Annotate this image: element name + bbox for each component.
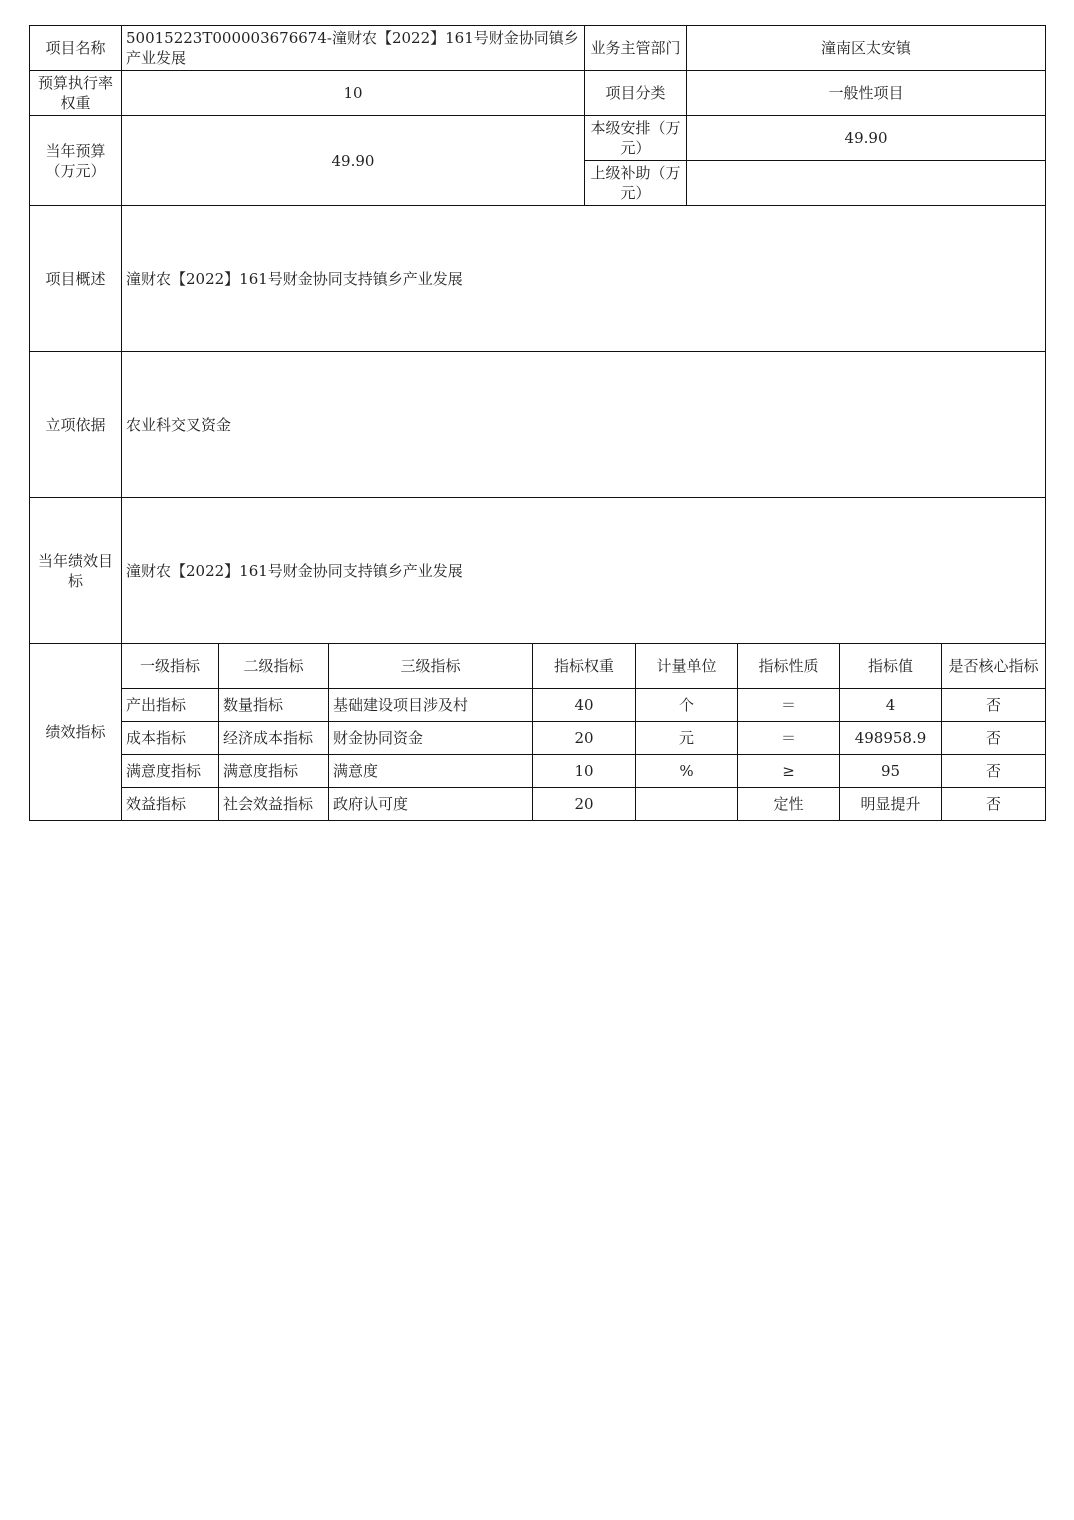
goal-value: 潼财农【2022】161号财金协同支持镇乡产业发展 [122,498,1046,644]
cell-level3: 基础建设项目涉及村 [329,689,533,722]
cell-level1: 满意度指标 [122,755,219,788]
cell-level1: 效益指标 [122,788,219,821]
table-row [30,722,1046,755]
cell-unit: 元 [636,722,738,755]
cell-level2: 经济成本指标 [219,722,329,755]
upper-subsidy-value [687,161,1046,206]
cell-value: 95 [840,755,942,788]
cell-level1: 产出指标 [122,689,219,722]
header-level3: 三级指标 [329,644,533,689]
cell-weight: 10 [533,755,636,788]
cell-unit [636,788,738,821]
cell-weight: 40 [533,689,636,722]
cell-value: 498958.9 [840,722,942,755]
header-unit: 计量单位 [636,644,738,689]
indicators-label: 绩效指标 [30,644,122,821]
goal-label: 当年绩效目标 [30,498,122,644]
annual-budget-value: 49.90 [122,116,585,206]
header-level1: 一级指标 [122,644,219,689]
overview-row [30,206,1046,352]
cell-level2: 社会效益指标 [219,788,329,821]
cell-level3: 财金协同资金 [329,722,533,755]
annual-budget-label: 当年预算（万元） [30,116,122,206]
indicator-header-row [30,644,1046,689]
budget-rate-value: 10 [122,71,585,116]
table-row [30,755,1046,788]
cell-nature: ≥ [738,755,840,788]
local-funding-value: 49.90 [687,116,1046,161]
cell-weight: 20 [533,788,636,821]
performance-target-table [29,25,1046,821]
cell-unit: % [636,755,738,788]
cell-level3: 政府认可度 [329,788,533,821]
cell-nature: ＝ [738,689,840,722]
project-name-row [30,26,1046,71]
category-value: 一般性项目 [687,71,1046,116]
header-nature: 指标性质 [738,644,840,689]
overview-label: 项目概述 [30,206,122,352]
header-value: 指标值 [840,644,942,689]
header-weight: 指标权重 [533,644,636,689]
cell-core: 否 [942,722,1046,755]
budget-row-local [30,116,1046,161]
cell-core: 否 [942,755,1046,788]
overview-value: 潼财农【2022】161号财金协同支持镇乡产业发展 [122,206,1046,352]
cell-value: 明显提升 [840,788,942,821]
cell-core: 否 [942,689,1046,722]
cell-nature: 定性 [738,788,840,821]
budget-rate-row [30,71,1046,116]
cell-level2: 数量指标 [219,689,329,722]
project-name-label: 项目名称 [30,26,122,71]
cell-core: 否 [942,788,1046,821]
budget-rate-label: 预算执行率权重 [30,71,122,116]
basis-label: 立项依据 [30,352,122,498]
table-row [30,788,1046,821]
basis-value: 农业科交叉资金 [122,352,1046,498]
header-core: 是否核心指标 [942,644,1046,689]
cell-unit: 个 [636,689,738,722]
cell-value: 4 [840,689,942,722]
category-label: 项目分类 [585,71,687,116]
cell-weight: 20 [533,722,636,755]
project-name-value: 50015223T000003676674-潼财农【2022】161号财金协同镇乡产业发展 [122,26,585,71]
cell-level1: 成本指标 [122,722,219,755]
cell-level2: 满意度指标 [219,755,329,788]
basis-row [30,352,1046,498]
header-level2: 二级指标 [219,644,329,689]
cell-nature: ＝ [738,722,840,755]
upper-subsidy-label: 上级补助（万元） [585,161,687,206]
dept-value: 潼南区太安镇 [687,26,1046,71]
cell-level3: 满意度 [329,755,533,788]
table-row [30,689,1046,722]
dept-label: 业务主管部门 [585,26,687,71]
goal-row [30,498,1046,644]
local-funding-label: 本级安排（万元） [585,116,687,161]
